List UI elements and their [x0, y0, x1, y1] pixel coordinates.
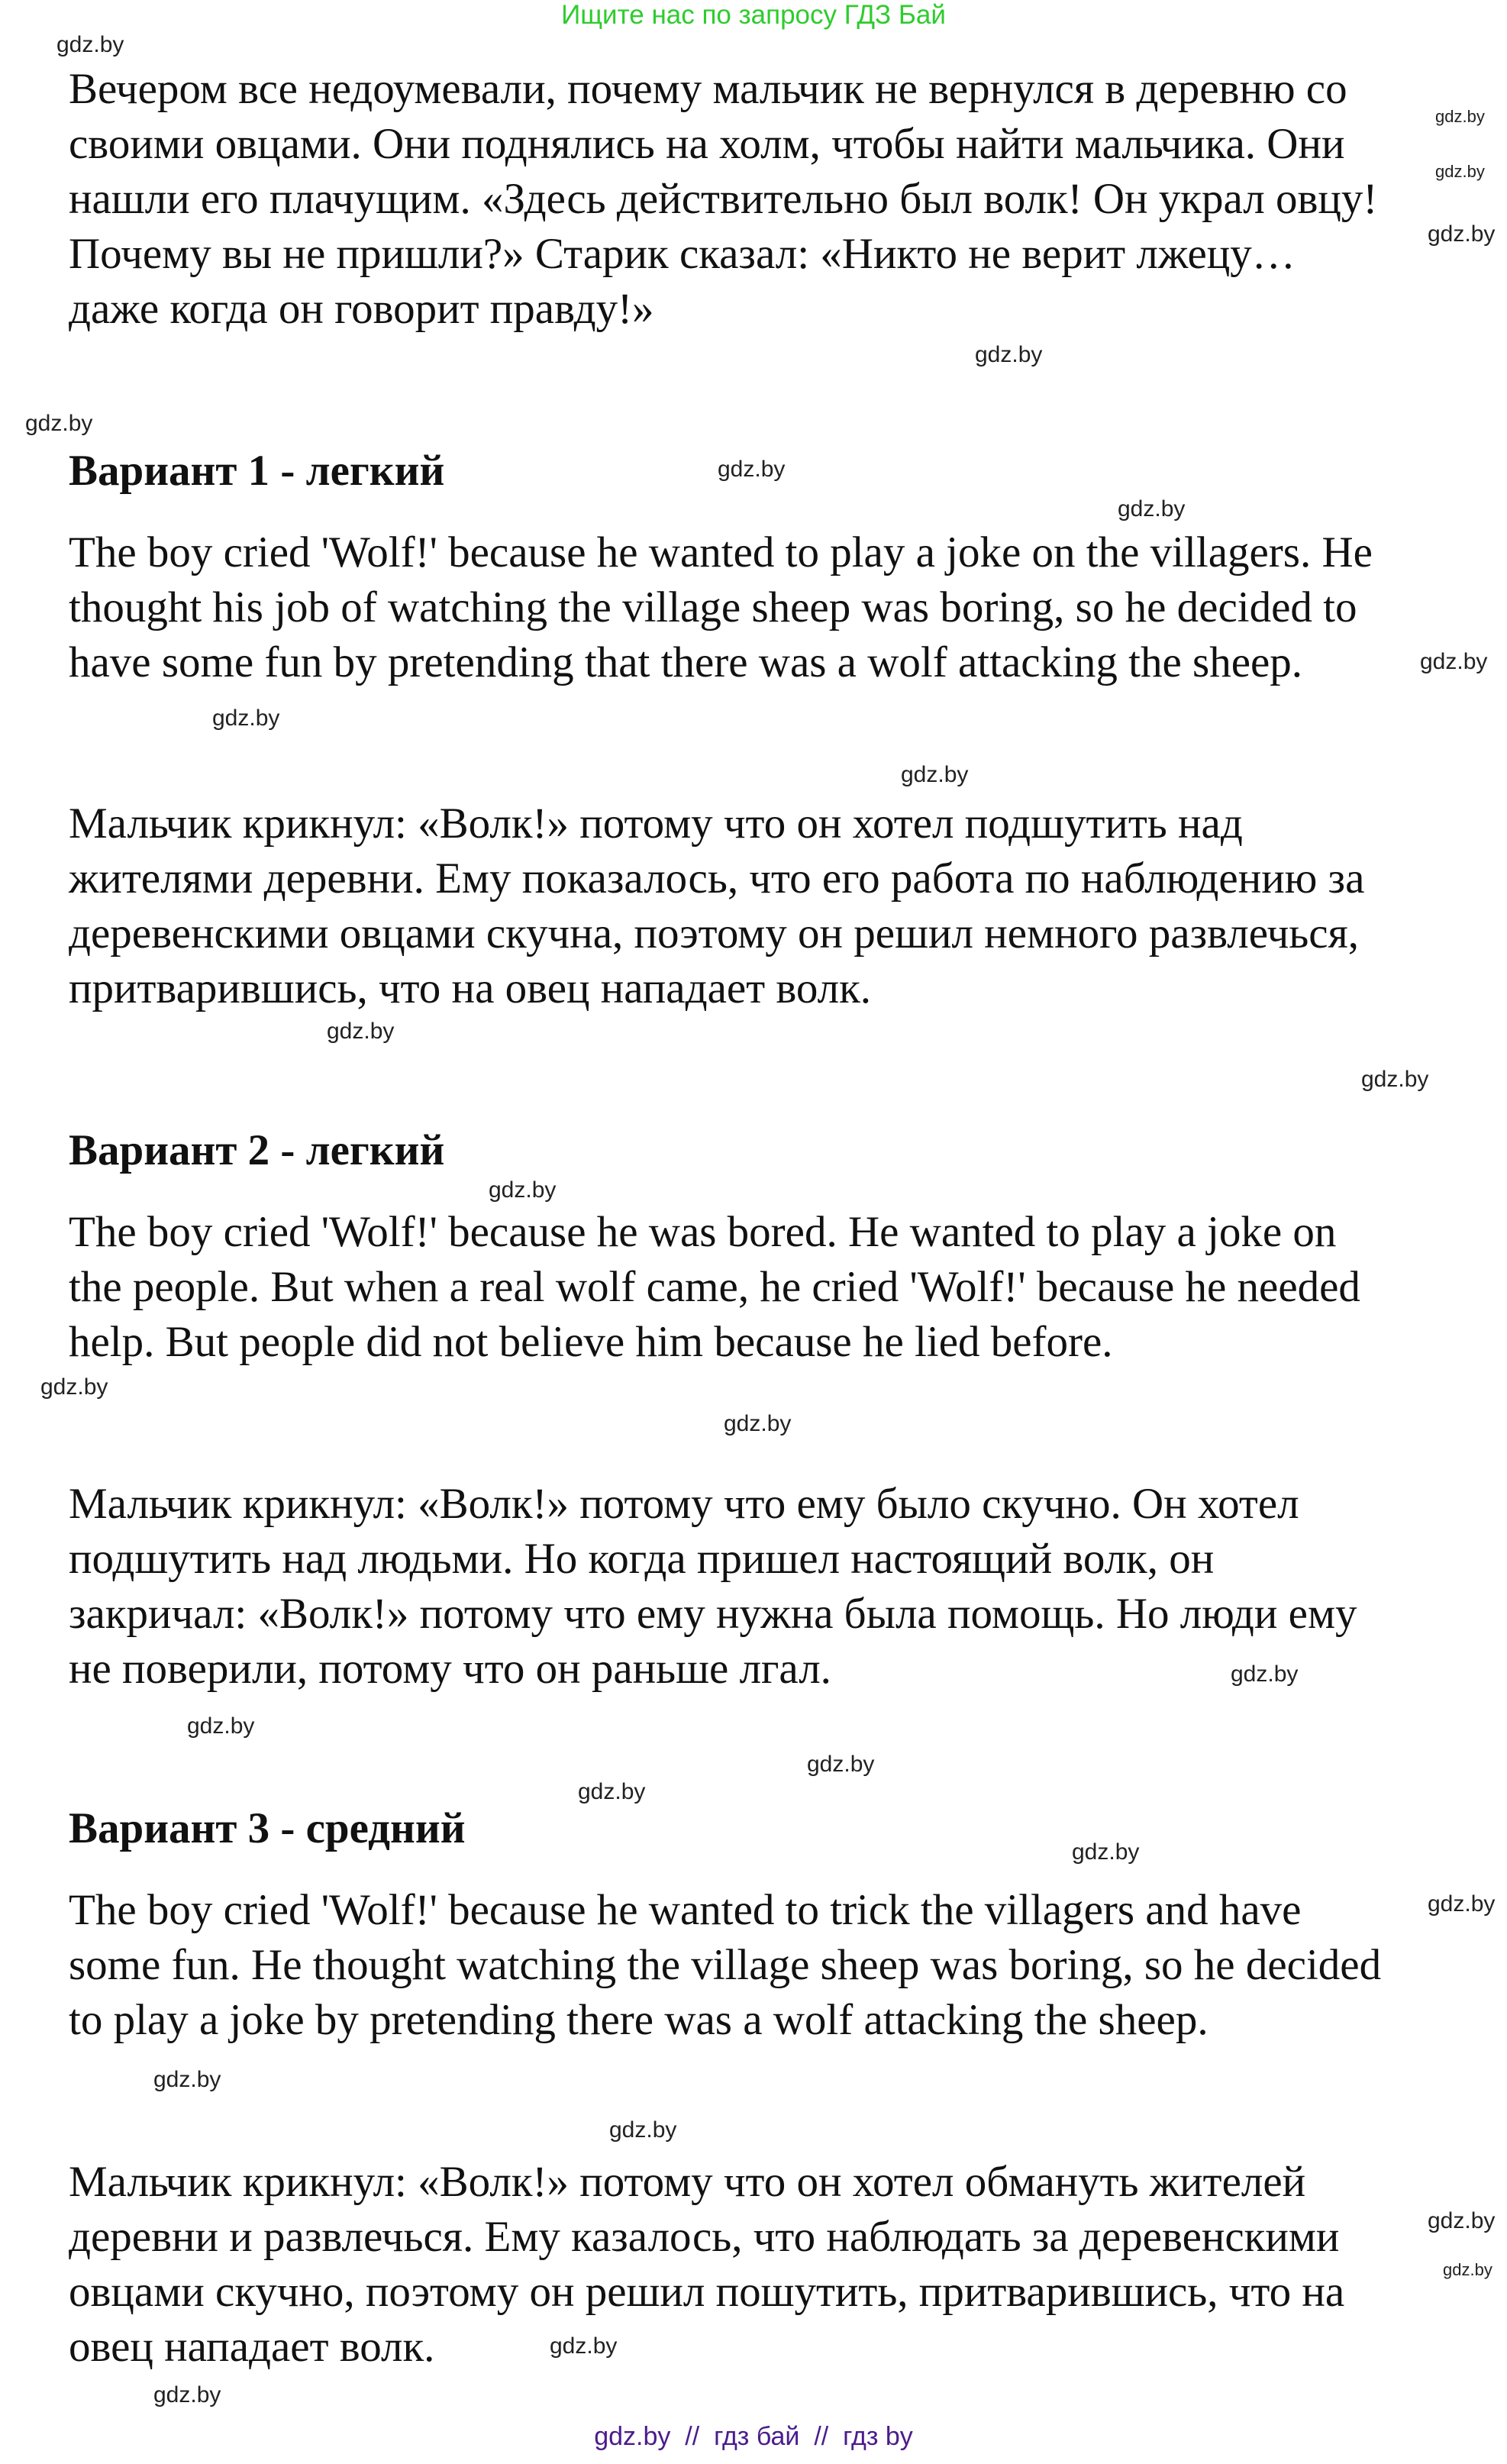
watermark: gdz.by [578, 1779, 646, 1804]
watermark: gdz.by [1118, 496, 1186, 522]
text-line: деревенскими овцами скучна, поэтому он решил немного развлечься, [69, 909, 1360, 958]
paragraph-story-end [69, 62, 1377, 337]
text-line: Вечером все недоумевали, почему мальчик не вернулся в деревню со [69, 65, 1347, 113]
watermark: gdz.by [1428, 221, 1496, 247]
watermark: gdz.by [153, 2382, 221, 2407]
watermark: gdz.by [489, 1177, 557, 1203]
watermark: gdz.by [1435, 107, 1485, 126]
text-line: деревни и развлечься. Ему казалось, что наблюдать за деревенскими [69, 2213, 1340, 2261]
text-line: The boy cried 'Wolf!' because he wanted to trick the villagers and have [69, 1886, 1302, 1934]
text-line: The boy cried 'Wolf!' because he wanted to play a joke on the villagers. He [69, 528, 1373, 576]
paragraph-variant-1-en [69, 525, 1373, 690]
watermark: gdz.by [1361, 1067, 1429, 1092]
text-line: овцами скучно, поэтому он решил пошутить, притварившись, что на [69, 2268, 1345, 2316]
text-line: овец нападает волк. [69, 2323, 435, 2371]
watermark: gdz.by [56, 32, 124, 57]
heading-variant-1: Вариант 1 - легкий [69, 447, 445, 495]
footer-links[interactable]: gdz.by // гдз бай // гдз by [594, 2422, 913, 2451]
text-line: the people. But when a real wolf came, he cried 'Wolf!' because he needed [69, 1263, 1360, 1311]
text-line: some fun. He thought watching the village sheep was boring, so he decided [69, 1941, 1382, 1989]
watermark: gdz.by [212, 706, 280, 731]
text-line: to play a joke by pretending there was a wolf attacking the sheep. [69, 1996, 1209, 2044]
text-line: have some fun by pretending that there was a wolf attacking the sheep. [69, 638, 1303, 686]
text-line: не поверили, потому что он раньше лгал. [69, 1645, 831, 1693]
paragraph-variant-3-ru [69, 2155, 1344, 2375]
paragraph-variant-2-ru [69, 1477, 1357, 1697]
paragraph-variant-3-en [69, 1883, 1381, 2048]
text-line: help. But people did not believe him because he lied before. [69, 1318, 1113, 1366]
watermark: gdz.by [327, 1019, 395, 1044]
heading-variant-2: Вариант 2 - легкий [69, 1126, 445, 1174]
watermark: gdz.by [1231, 1662, 1299, 1687]
watermark: gdz.by [187, 1713, 255, 1739]
text-line: Почему вы не пришли?» Старик сказал: «Никто не верит лжецу… [69, 230, 1296, 278]
watermark: gdz.by [718, 457, 786, 482]
paragraph-variant-1-ru [69, 796, 1364, 1016]
watermark: gdz.by [550, 2333, 618, 2359]
watermark: gdz.by [1428, 1891, 1496, 1917]
text-line: подшутить над людьми. Но когда пришел настоящий волк, он [69, 1535, 1215, 1583]
text-line: своими овцами. Они поднялись на холм, чтобы найти мальчика. Они [69, 120, 1345, 168]
watermark: gdz.by [153, 2067, 221, 2092]
text-line: Мальчик крикнул: «Волк!» потому что он хотел обмануть жителей [69, 2158, 1306, 2206]
text-line: жителями деревни. Ему показалось, что его работа по наблюдению за [69, 854, 1365, 903]
text-line: даже когда он говорит правду!» [69, 285, 654, 333]
text-line: нашли его плачущим. «Здесь действительно был волк! Он украл овцу! [69, 175, 1378, 223]
promo-banner: Ищите нас по запросу ГДЗ Бай [561, 0, 946, 30]
watermark: gdz.by [975, 342, 1043, 367]
watermark: gdz.by [807, 1752, 875, 1777]
watermark: gdz.by [25, 411, 93, 436]
watermark: gdz.by [609, 2117, 677, 2143]
watermark: gdz.by [1443, 2260, 1492, 2279]
watermark: gdz.by [901, 762, 969, 787]
text-line: Мальчик крикнул: «Волк!» потому что он хотел подшутить над [69, 799, 1243, 848]
text-line: Мальчик крикнул: «Волк!» потому что ему было скучно. Он хотел [69, 1480, 1299, 1528]
paragraph-variant-2-en [69, 1205, 1360, 1370]
text-line: thought his job of watching the village sheep was boring, so he decided to [69, 583, 1357, 631]
watermark: gdz.by [1072, 1839, 1140, 1865]
heading-variant-3: Вариант 3 - средний [69, 1804, 466, 1852]
watermark: gdz.by [1435, 162, 1485, 181]
watermark: gdz.by [1428, 2208, 1496, 2233]
text-line: закричал: «Волк!» потому что ему нужна была помощь. Но люди ему [69, 1590, 1357, 1638]
watermark: gdz.by [724, 1411, 792, 1436]
text-line: притварившись, что на овец нападает волк. [69, 964, 872, 1012]
watermark: gdz.by [40, 1374, 108, 1400]
text-line: The boy cried 'Wolf!' because he was bored. He wanted to play a joke on [69, 1208, 1337, 1256]
watermark: gdz.by [1420, 649, 1488, 674]
